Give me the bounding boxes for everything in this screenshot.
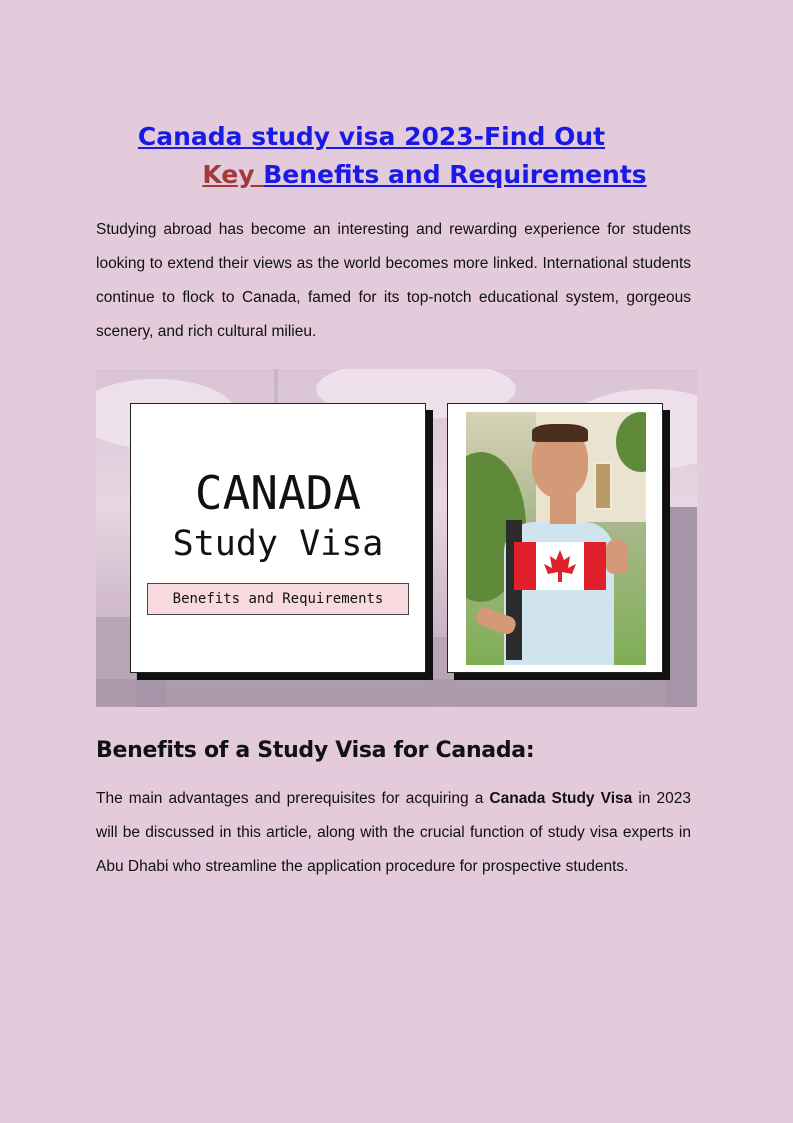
title-card — [130, 403, 426, 673]
title-link-part2[interactable]: Benefits and Requirements — [263, 160, 647, 189]
section-bold-term: Canada Study Visa — [489, 790, 633, 807]
title-link-part1[interactable]: Canada study visa 2023-Find Out — [137, 122, 606, 151]
title-key-word: Key — [202, 160, 264, 189]
card-title-canada: CANADA — [194, 466, 362, 520]
section-paragraph — [96, 782, 691, 884]
intro-paragraph: Studying abroad has become an interesting and rewarding experience for students looking to extend their views as the world becomes more linked. International students continue to flock to Canada, famed for its top-notch educational system, gorgeous scenery, and rich cultural milieu. — [96, 221, 691, 340]
card-title-study-visa: Study Visa — [172, 524, 384, 564]
section-heading: Benefits of a Study Visa for Canada: — [96, 738, 535, 763]
banner-image — [96, 369, 697, 707]
section-text-before: The main advantages and prerequisites for acquiring a — [96, 790, 490, 807]
student-photo-frame — [447, 403, 663, 673]
card-tag: Benefits and Requirements — [147, 583, 409, 615]
page-title-line1[interactable] — [0, 122, 768, 151]
page-title-line2[interactable] — [28, 160, 793, 189]
canada-flag-icon — [514, 542, 606, 590]
section-text-after: in 2023 will be discussed in this article, along with the crucial function of study visa experts in Abu Dhabi who streamline the application procedure for prospective students. — [96, 790, 691, 875]
student-photo — [466, 412, 646, 665]
